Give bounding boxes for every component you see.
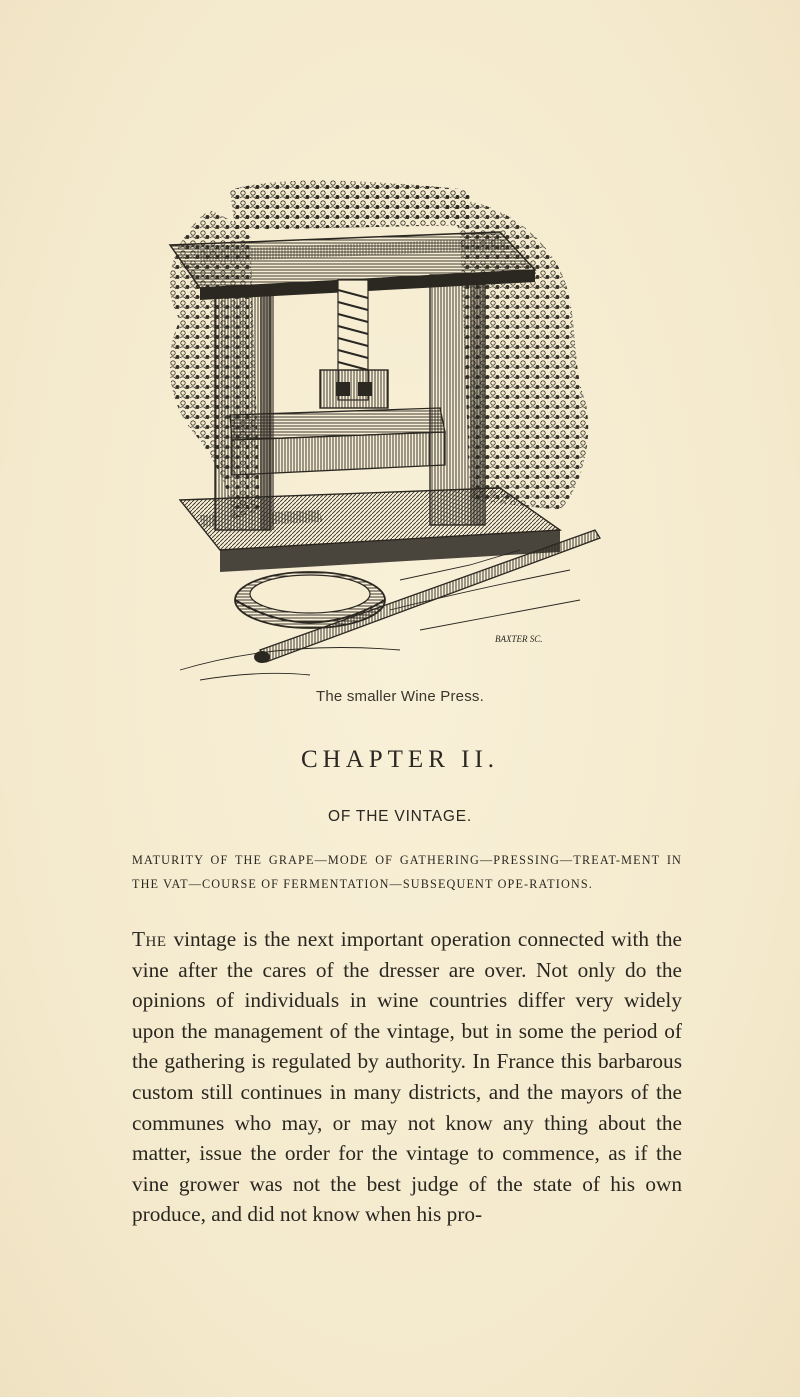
chapter-subtitle: OF THE VINTAGE. [327,808,473,825]
body-paragraph [132,924,682,1230]
figure-caption: The smaller Wine Press. [316,688,484,705]
engraver-signature: BAXTER SC. [495,634,543,644]
wine-press-engraving [140,170,610,690]
chapter-summary: MATURITY OF THE GRAPE—MODE OF GATHERING—PRESSING—TREAT-MENT IN THE VAT—COURSE OF FERMENTATION—SUBSEQUENT OPE-RATIONS. [132,853,682,891]
chapter-heading: CHAPTER II. [300,746,500,773]
paragraph-text: vintage is the next important operation connected with the vine after the cares of the dresser are over. Not only do the opinions of individuals in wine countries differ very widely upon the management of the vintage, but in some the period of the gathering is regulated by authority. In France this barbarous custom still continues in many districts, and the mayors of the communes who may, or may not know any thing about the matter, issue the order for the vintage to commence, as if the vine grower was not the best judge of the state of his own produce, and did not know when his pro- [132,927,682,1227]
opening-word: The [132,927,167,951]
